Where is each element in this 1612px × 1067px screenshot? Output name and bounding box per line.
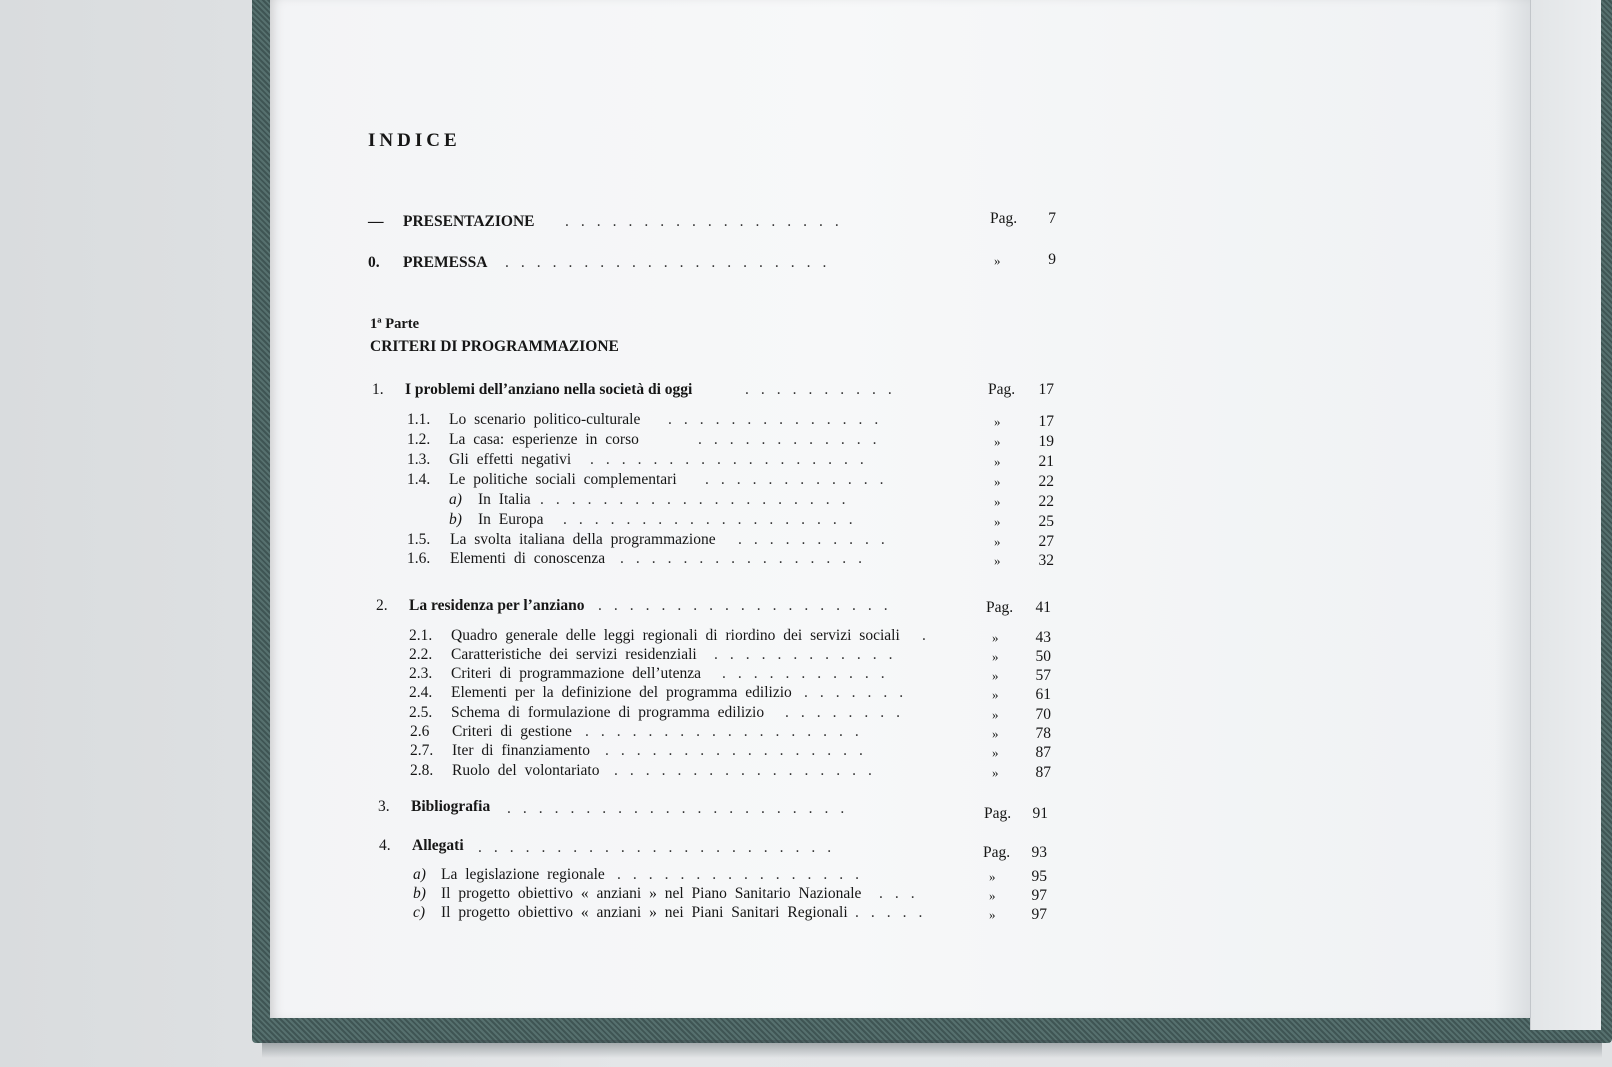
page-number: 32	[1038, 552, 1054, 569]
section-title: Criteri di programmazione dell’utenza	[451, 665, 702, 682]
page-number: 70	[1035, 706, 1051, 723]
section-title: Gli effetti negativi	[449, 451, 572, 468]
leader-dots: ............	[714, 646, 905, 663]
ditto-mark: »	[994, 474, 1001, 489]
leader-dots: ..................	[590, 451, 876, 468]
ditto-mark: »	[994, 253, 1001, 268]
section-title: Elementi di conoscenza	[450, 550, 606, 567]
leader-dots: .......	[804, 684, 916, 701]
section-title: La svolta italiana della programmazione	[450, 531, 716, 548]
section-number: a)	[413, 866, 426, 883]
leader-dots: ..........	[738, 531, 897, 548]
part-title: CRITERI DI PROGRAMMAZIONE	[370, 338, 619, 355]
page-number: 25	[1038, 513, 1054, 530]
page-number: 43	[1035, 629, 1051, 646]
leader-dots: ..............	[668, 411, 891, 428]
leader-dots: .......................	[478, 839, 844, 856]
page-number: 21	[1038, 453, 1054, 470]
page-number: 91	[1032, 805, 1048, 822]
section-number: 1.3.	[407, 451, 431, 468]
section-title: Quadro generale delle leggi regionali di riordino dei servizi sociali	[451, 627, 900, 644]
section-number: 1.2.	[407, 431, 431, 448]
section-number: 1.1.	[407, 411, 431, 428]
ditto-mark: »	[989, 907, 996, 922]
leader-dots: ....................	[540, 491, 858, 508]
section-number: 2.2.	[409, 646, 433, 663]
section-number: b)	[449, 511, 462, 528]
section-number: c)	[413, 904, 426, 921]
page-number: 17	[1038, 381, 1054, 398]
page-number: 97	[1031, 887, 1047, 904]
section-title: Il progetto obiettivo « anziani » nei Piani Sanitari Regionali	[441, 904, 848, 921]
section-number: 1.4.	[407, 471, 431, 488]
leader-dots: ...	[879, 885, 927, 902]
leader-dots: ................	[617, 866, 871, 883]
entry-number: 0.	[368, 254, 380, 271]
leader-dots: ...................	[563, 511, 865, 528]
section-title: Schema di formulazione di programma edilizio	[451, 704, 765, 721]
ditto-mark: »	[992, 707, 999, 722]
page-number: 41	[1035, 599, 1051, 616]
leader-dots: ............	[698, 431, 889, 448]
chapter-title: Allegati	[412, 837, 464, 854]
leader-dots: ......................	[507, 800, 857, 817]
ditto-mark: »	[994, 534, 1001, 549]
leader-dots: ................	[620, 550, 874, 567]
leader-dots: ..................	[585, 723, 871, 740]
section-number: 2.1.	[409, 627, 433, 644]
section-title: La casa: esperienze in corso	[449, 431, 639, 448]
section-title: Elementi per la definizione del programma edilizio	[451, 684, 792, 701]
section-number: 1.6.	[407, 550, 431, 567]
leader-dots: ............	[705, 471, 896, 488]
section-number: 2.8.	[410, 762, 434, 779]
page-label: Pag.	[988, 381, 1016, 398]
leader-dots: .	[922, 627, 938, 644]
leader-dots: .................	[605, 742, 875, 759]
page-number: 78	[1035, 725, 1051, 742]
leader-dots: ...........	[722, 665, 897, 682]
page-number: 9	[1048, 251, 1056, 268]
chapter-number: 4.	[379, 837, 391, 854]
ditto-mark: »	[994, 494, 1001, 509]
section-title: In Europa	[478, 511, 544, 528]
entry-title: PRESENTAZIONE	[403, 213, 535, 230]
page-gutter-shade	[1495, 0, 1531, 1018]
section-title: Lo scenario politico-culturale	[449, 411, 641, 428]
part-label: 1ª Parte	[370, 316, 420, 332]
section-title: La legislazione regionale	[441, 866, 605, 883]
section-title: Ruolo del volontariato	[452, 762, 600, 779]
ditto-mark: »	[994, 553, 1001, 568]
page-label: Pag.	[984, 805, 1012, 822]
chapter-number: 3.	[378, 798, 390, 815]
ditto-mark: »	[992, 668, 999, 683]
page-number: 22	[1038, 493, 1054, 510]
ditto-mark: »	[992, 745, 999, 760]
leader-dots: ..................	[565, 213, 851, 230]
page-number: 61	[1035, 686, 1051, 703]
leader-dots: ........	[785, 704, 912, 721]
leader-dots: ...................	[598, 597, 900, 614]
leader-dots: .................	[614, 762, 884, 779]
section-number: a)	[449, 491, 462, 508]
page-number: 57	[1035, 667, 1051, 684]
ditto-mark: »	[992, 687, 999, 702]
ditto-mark: »	[992, 649, 999, 664]
entry-number: —	[368, 213, 384, 230]
ditto-mark: »	[992, 765, 999, 780]
chapter-title: Bibliografia	[411, 798, 491, 815]
chapter-title: I problemi dell’anziano nella società di oggi	[405, 381, 693, 398]
entry-title: PREMESSA	[403, 254, 488, 271]
page-title: INDICE	[368, 130, 461, 151]
page-number: 87	[1035, 764, 1051, 781]
chapter-number: 2.	[376, 597, 388, 614]
facing-page-edge	[1530, 0, 1601, 1030]
leader-dots: .....................	[505, 254, 839, 271]
section-title: Le politiche sociali complementari	[449, 471, 677, 488]
book-shadow	[262, 1040, 1602, 1058]
section-title: Criteri di gestione	[452, 723, 572, 740]
ditto-mark: »	[989, 869, 996, 884]
ditto-mark: »	[992, 726, 999, 741]
leader-dots: ..........	[745, 381, 904, 398]
section-number: 2.6	[410, 723, 430, 740]
section-number: 2.5.	[409, 704, 433, 721]
page-number: 22	[1038, 473, 1054, 490]
section-title: Iter di finanziamento	[452, 742, 590, 759]
chapter-number: 1.	[372, 381, 384, 398]
section-number: 2.4.	[409, 684, 433, 701]
ditto-mark: »	[994, 434, 1001, 449]
page-label: Pag.	[983, 844, 1011, 861]
section-title: In Italia	[478, 491, 531, 508]
leader-dots: .....	[855, 904, 935, 921]
page-number: 95	[1031, 868, 1047, 885]
page-number: 93	[1031, 844, 1047, 861]
ditto-mark: »	[994, 514, 1001, 529]
page-label: Pag.	[986, 599, 1014, 616]
ditto-mark: »	[994, 454, 1001, 469]
page-number: 87	[1035, 744, 1051, 761]
chapter-title: La residenza per l’anziano	[409, 597, 585, 614]
page-number: 97	[1031, 906, 1047, 923]
section-title: Il progetto obiettivo « anziani » nel Piano Sanitario Nazionale	[441, 885, 862, 902]
page-label: Pag.	[990, 210, 1018, 227]
ditto-mark: »	[994, 414, 1001, 429]
page-number: 50	[1035, 648, 1051, 665]
page-number: 7	[1048, 210, 1056, 227]
section-title: Caratteristiche dei servizi residenziali	[451, 646, 697, 663]
page-number: 17	[1038, 413, 1054, 430]
section-number: 1.5.	[407, 531, 431, 548]
page-number: 19	[1038, 433, 1054, 450]
page-number: 27	[1038, 533, 1054, 550]
section-number: b)	[413, 885, 426, 902]
section-number: 2.3.	[409, 665, 433, 682]
ditto-mark: »	[989, 888, 996, 903]
section-number: 2.7.	[410, 742, 434, 759]
ditto-mark: »	[992, 630, 999, 645]
